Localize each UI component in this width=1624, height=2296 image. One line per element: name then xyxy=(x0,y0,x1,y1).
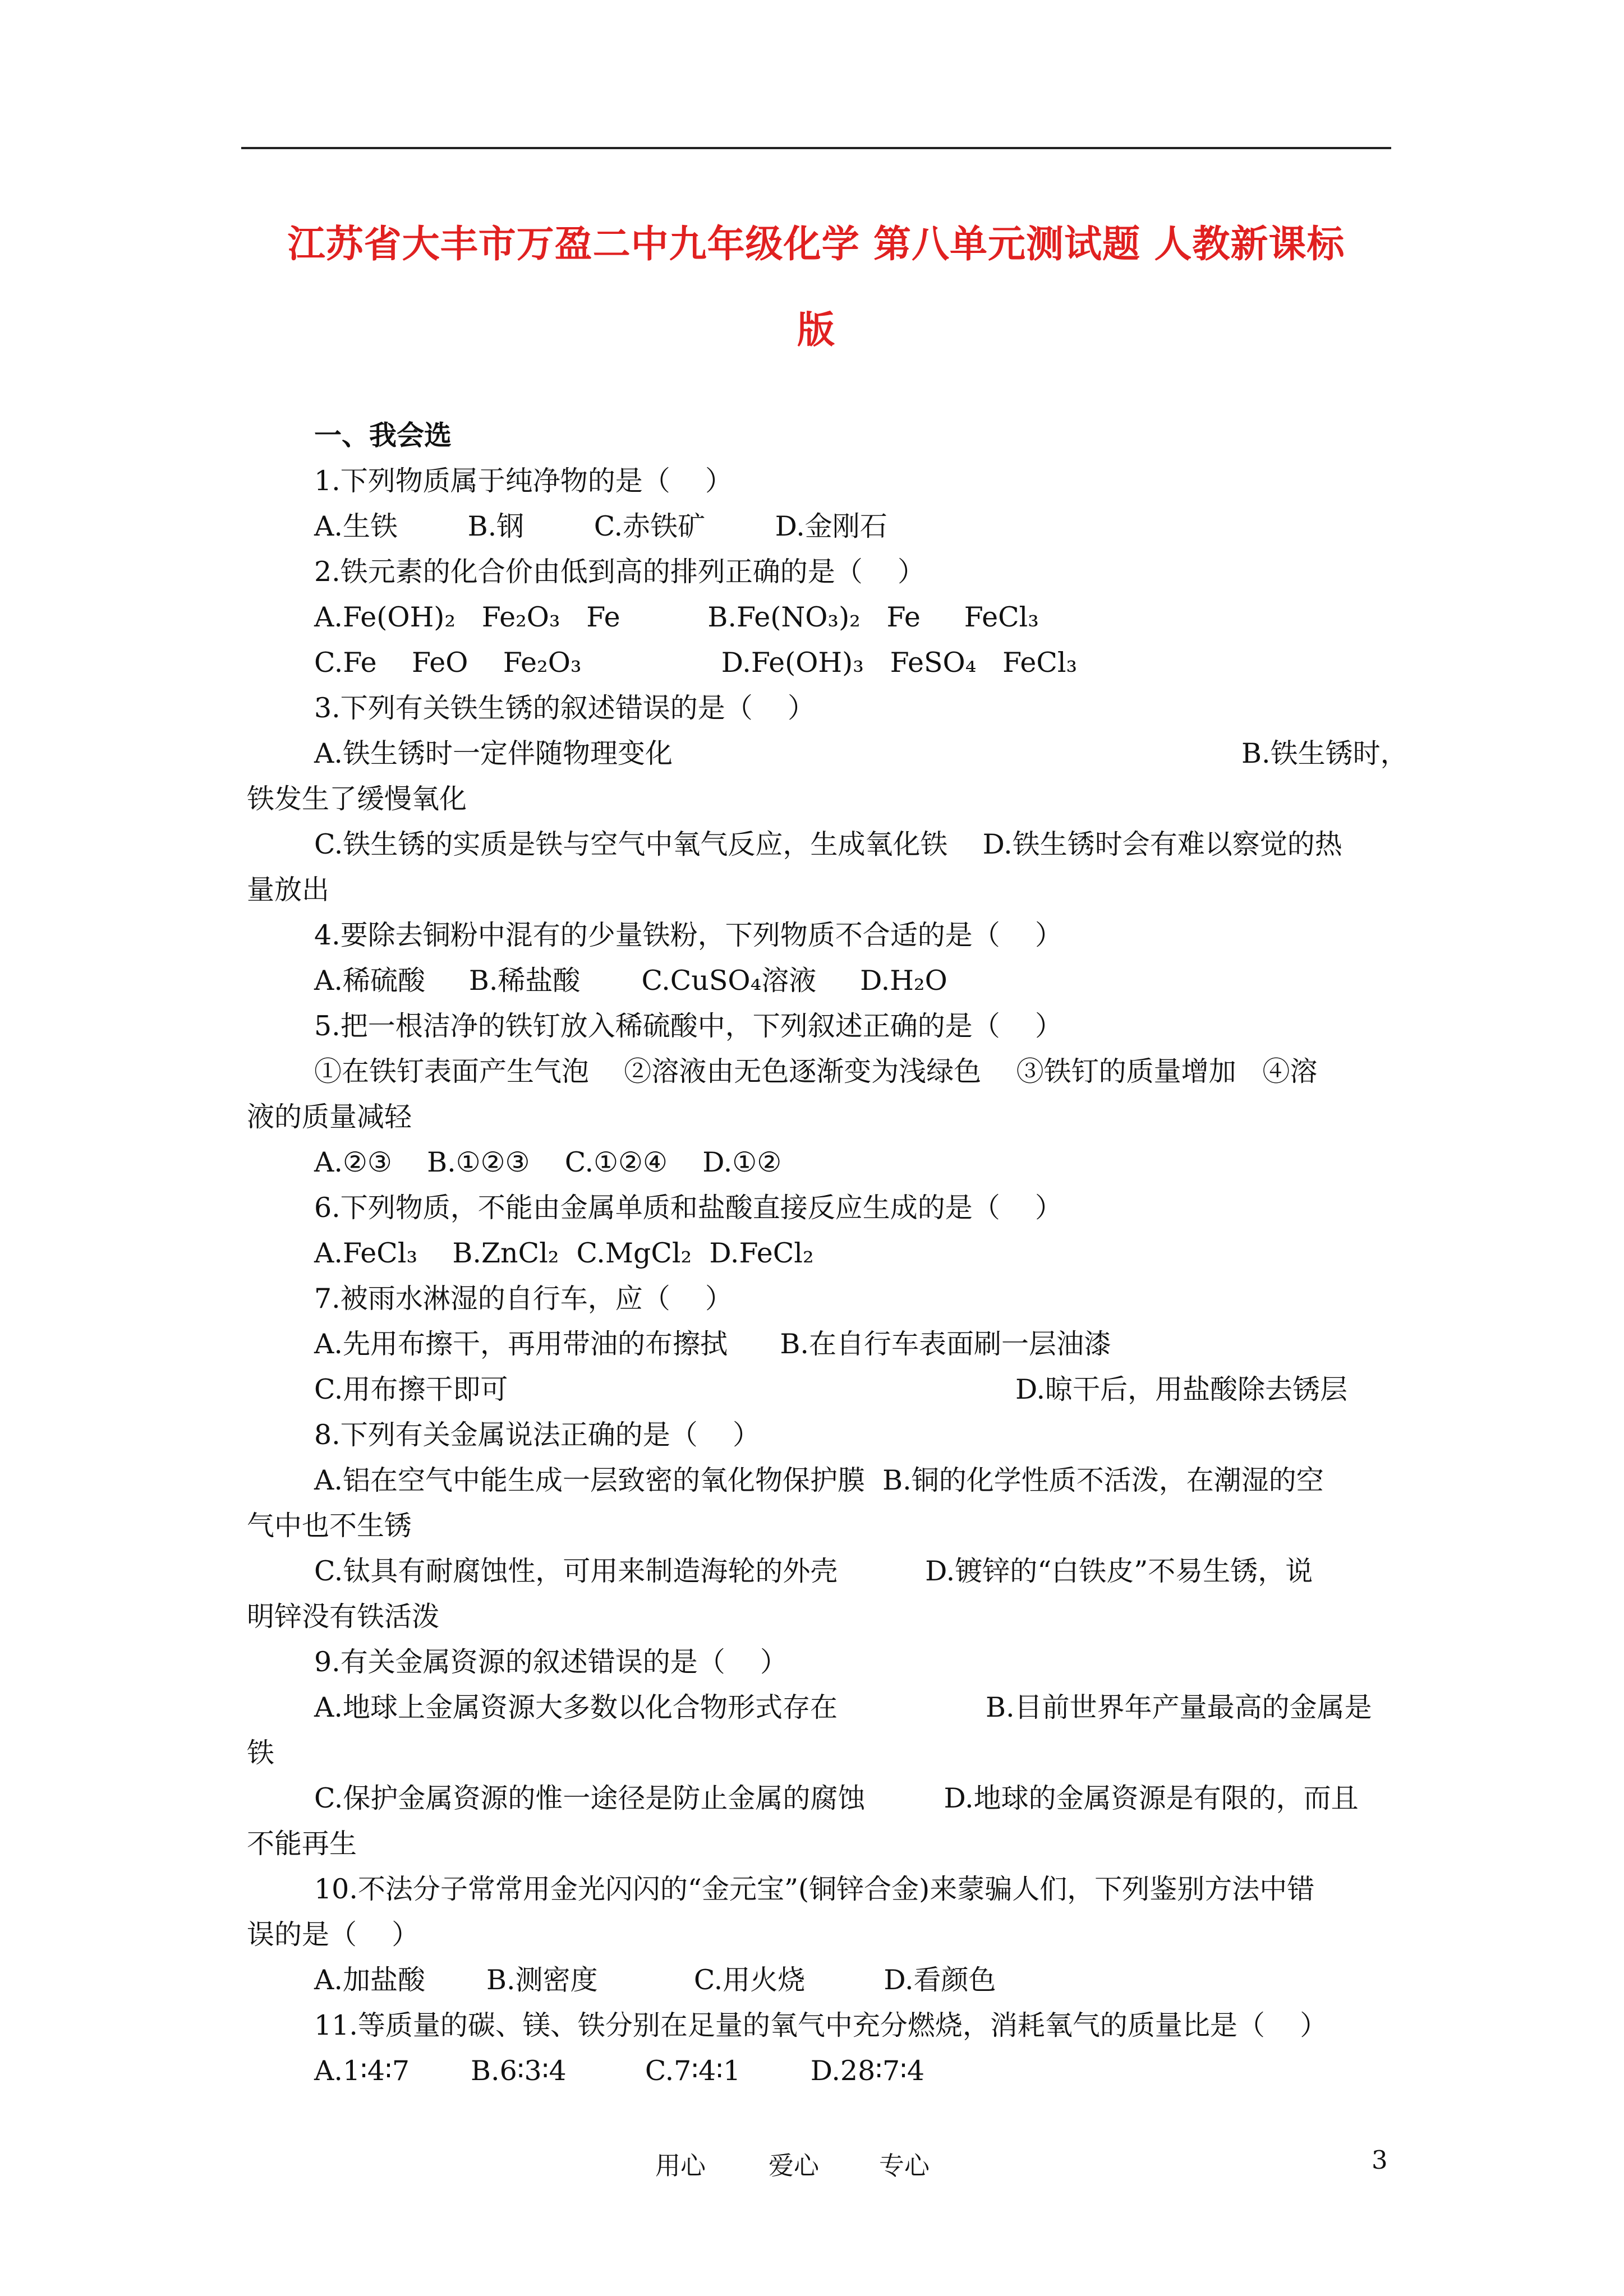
header-rule xyxy=(241,147,1391,149)
question-2: 2.铁元素的化合价由低到高的排列正确的是（ ） xyxy=(314,556,926,588)
q9-options-cd: C.保护金属资源的惟一途径是防止金属的腐蚀 D.地球的金属资源是有限的，而且 xyxy=(314,1782,1359,1814)
question-1: 1.下列物质属于纯净物的是（ ） xyxy=(314,465,733,497)
q1-options: A.生铁 B.钢 C.赤铁矿 D.金刚石 xyxy=(314,510,887,542)
q7-option-d: D.晾干后，用盐酸除去锈层 xyxy=(1015,1373,1348,1405)
q5-statements-cont: 液的质量减轻 xyxy=(247,1101,412,1133)
document-title-line-1: 江苏省大丰市万盈二中九年级化学 第八单元测试题 人教新课标 xyxy=(287,222,1345,266)
q7-option-c: C.用布擦干即可 xyxy=(314,1373,508,1405)
q8-options-ab: A.铝在空气中能生成一层致密的氧化物保护膜 B.铜的化学性质不活泼，在潮湿的空 xyxy=(314,1464,1324,1496)
q9-option-d-cont: 不能再生 xyxy=(247,1828,357,1860)
q8-option-b-cont: 气中也不生锈 xyxy=(247,1510,412,1542)
question-5: 5.把一根洁净的铁钉放入稀硫酸中，下列叙述正确的是（ ） xyxy=(314,1010,1063,1042)
question-7: 7.被雨水淋湿的自行车，应（ ） xyxy=(314,1283,733,1315)
question-9: 9.有关金属资源的叙述错误的是（ ） xyxy=(314,1646,788,1678)
footer-motto-3: 专心 xyxy=(879,2151,930,2180)
q8-option-d-cont: 明锌没有铁活泼 xyxy=(247,1601,440,1633)
q3-option-d-cont: 量放出 xyxy=(247,874,330,906)
q3-options-cd: C.铁生锈的实质是铁与空气中氧气反应，生成氧化铁 D.铁生锈时会有难以察觉的热 xyxy=(314,828,1342,860)
question-10-cont: 误的是（ ） xyxy=(247,1919,420,1951)
document-title-line-2: 版 xyxy=(797,307,835,352)
q2-options-ab: A.Fe(OH)₂ Fe₂O₃ Fe B.Fe(NO₃)₂ Fe FeCl₃ xyxy=(314,601,1039,633)
footer-motto-1: 用心 xyxy=(655,2151,706,2180)
q5-statements: ①在铁钉表面产生气泡 ②溶液由无色逐渐变为浅绿色 ③铁钉的质量增加 ④溶 xyxy=(314,1055,1318,1087)
q3-option-b: B.铁生锈时， xyxy=(1241,737,1408,769)
q5-options: A.②③ B.①②③ C.①②④ D.①② xyxy=(314,1146,782,1178)
q8-options-cd: C.钛具有耐腐蚀性，可用来制造海轮的外壳 D.镀锌的“白铁皮”不易生锈，说 xyxy=(314,1555,1313,1587)
q3-option-a: A.铁生锈时一定伴随物理变化 xyxy=(314,737,673,769)
q4-options: A.稀硫酸 B.稀盐酸 C.CuSO₄溶液 D.H₂O xyxy=(314,965,947,997)
question-8: 8.下列有关金属说法正确的是（ ） xyxy=(314,1419,761,1451)
q3-option-b-cont: 铁发生了缓慢氧化 xyxy=(247,783,467,815)
question-6: 6.下列物质，不能由金属单质和盐酸直接反应生成的是（ ） xyxy=(314,1192,1063,1224)
question-3: 3.下列有关铁生锈的叙述错误的是（ ） xyxy=(314,692,816,724)
page-number: 3 xyxy=(1372,2145,1388,2175)
question-10: 10.不法分子常常用金光闪闪的“金元宝”(铜锌合金)来蒙骗人们，下列鉴别方法中错 xyxy=(314,1873,1315,1905)
q11-options: A.1∶4∶7 B.6∶3∶4 C.7∶4∶1 D.28∶7∶4 xyxy=(314,2055,925,2087)
q7-options-ab: A.先用布擦干，再用带油的布擦拭 B.在自行车表面刷一层油漆 xyxy=(314,1328,1112,1360)
q6-options: A.FeCl₃ B.ZnCl₂ C.MgCl₂ D.FeCl₂ xyxy=(314,1237,814,1269)
section-heading: 一、我会选 xyxy=(314,419,452,451)
q9-option-a: A.地球上金属资源大多数以化合物形式存在 xyxy=(314,1691,838,1723)
question-4: 4.要除去铜粉中混有的少量铁粉，下列物质不合适的是（ ） xyxy=(314,919,1063,951)
q9-option-b-cont: 铁 xyxy=(247,1737,275,1769)
question-11: 11.等质量的碳、镁、铁分别在足量的氧气中充分燃烧，消耗氧气的质量比是（ ） xyxy=(314,2009,1328,2041)
q10-options: A.加盐酸 B.测密度 C.用火烧 D.看颜色 xyxy=(314,1964,996,1996)
q2-options-cd: C.Fe FeO Fe₂O₃ D.Fe(OH)₃ FeSO₄ FeCl₃ xyxy=(314,647,1078,679)
footer-motto-2: 爱心 xyxy=(769,2151,820,2180)
q9-option-b: B.目前世界年产量最高的金属是 xyxy=(986,1691,1372,1723)
